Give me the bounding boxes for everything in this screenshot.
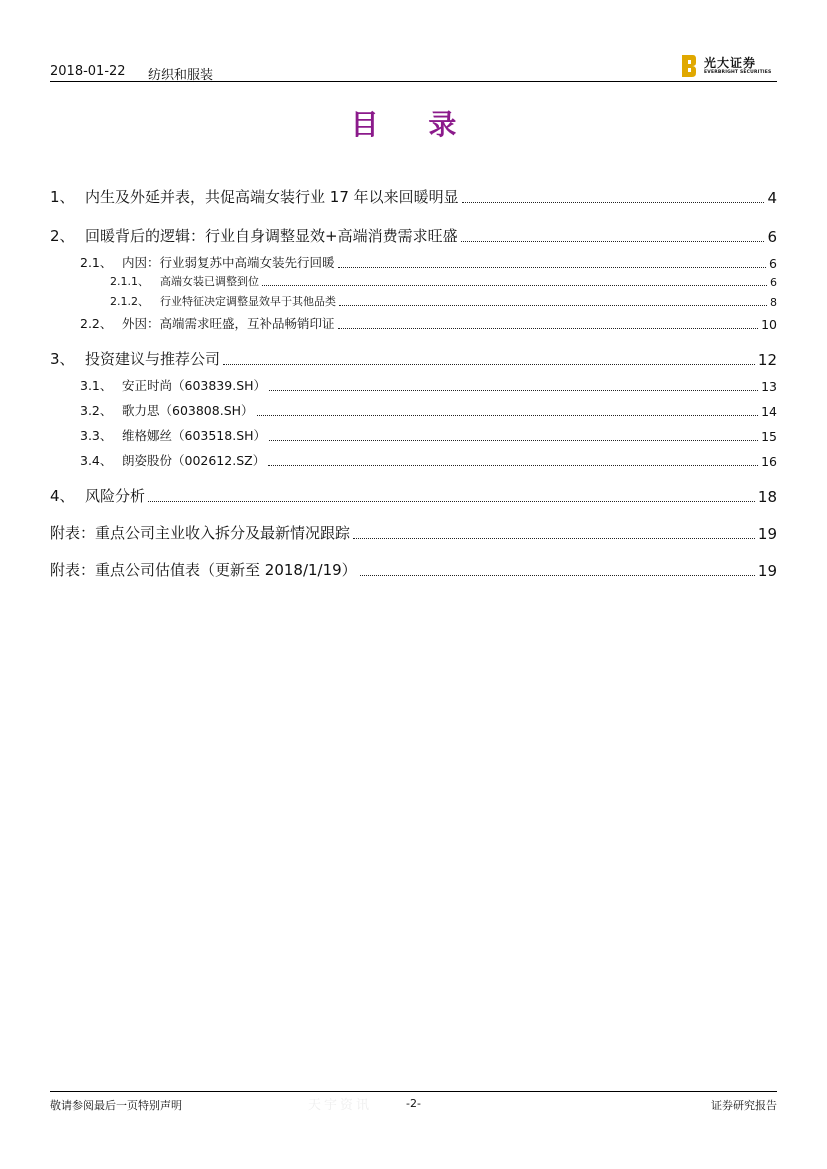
company-logo [682, 54, 777, 80]
toc-entry-page: 6 [769, 256, 777, 271]
logo-english-name: EVERBRIGHT SECURITIES [704, 70, 772, 75]
toc-entry-number: 2.1.2、 [110, 295, 149, 308]
toc-entry-number: 3.2、 [80, 403, 113, 418]
toc-leader-dots [339, 305, 767, 306]
toc-entry-title: 投资建议与推荐公司 [85, 350, 221, 368]
toc-entry-title: 附表：重点公司估值表（更新至 2018/1/19） [50, 561, 357, 579]
toc-entry-title: 回暖背后的逻辑：行业自身调整显效+高端消费需求旺盛 [85, 227, 458, 245]
toc-entry-title: 朗姿股份（002612.SZ） [122, 453, 266, 468]
toc-entry-page: 13 [761, 379, 777, 394]
everbright-logo-icon [682, 55, 696, 77]
toc-leader-dots [269, 440, 758, 441]
toc-leader-dots [338, 328, 759, 329]
toc-entry-title: 歌力思（603808.SH） [122, 403, 254, 418]
toc-entry-page: 4 [767, 189, 777, 207]
toc-entry-number: 2.1、 [80, 255, 113, 270]
toc-title: 目 录 [350, 108, 477, 141]
report-date: 2018-01-22 [50, 64, 126, 79]
toc-entry-title: 行业特征决定调整显效早于其他品类 [160, 295, 336, 308]
toc-entry-title: 外因：高端需求旺盛，互补品畅销印证 [122, 316, 335, 331]
toc-leader-dots [461, 241, 765, 242]
toc-entry-title: 附表：重点公司主业收入拆分及最新情况跟踪 [50, 524, 351, 542]
toc-entry-page: 8 [770, 296, 777, 309]
toc-entry-title: 内因：行业弱复苏中高端女装先行回暖 [122, 255, 335, 270]
page-header [50, 52, 777, 82]
toc-leader-dots [223, 364, 755, 365]
toc-entry-title: 内生及外延并表，共促高端女装行业 17 年以来回暖明显 [85, 188, 459, 206]
header-divider [50, 81, 777, 82]
footer-divider [50, 1091, 777, 1092]
toc-entry[interactable] [80, 451, 777, 469]
page-footer [50, 1097, 777, 1113]
toc-entry[interactable] [50, 522, 777, 543]
toc-leader-dots [262, 285, 767, 286]
toc-entry-title: 安正时尚（603839.SH） [122, 378, 267, 393]
toc-entry-title: 风险分析 [85, 487, 146, 505]
toc-entry-number: 3.1、 [80, 378, 113, 393]
disclaimer-note: 敬请参阅最后一页特别声明 [50, 1099, 182, 1112]
toc-leader-dots [257, 415, 759, 416]
toc-entry[interactable] [80, 376, 777, 394]
toc-entry-number: 4、 [50, 487, 75, 505]
toc-entry[interactable] [80, 314, 777, 332]
toc-leader-dots [148, 501, 755, 502]
toc-entry-page: 18 [757, 488, 777, 506]
toc-entry-page: 15 [761, 429, 777, 444]
toc-entry[interactable] [80, 253, 777, 271]
page-number: -2- [406, 1097, 421, 1110]
toc-leader-dots [360, 575, 755, 576]
toc-leader-dots [353, 538, 755, 539]
toc-entry-number: 1、 [50, 188, 75, 206]
toc-leader-dots [269, 390, 758, 391]
toc-entry-number: 3.4、 [80, 453, 113, 468]
toc-entry-number: 3、 [50, 350, 75, 368]
toc-entry[interactable] [110, 273, 777, 289]
toc-entry[interactable] [50, 348, 777, 369]
toc-entry-page: 12 [757, 351, 777, 369]
toc-leader-dots [268, 465, 758, 466]
toc-entry-number: 2、 [50, 227, 75, 245]
toc-leader-dots [338, 267, 767, 268]
toc-entry[interactable] [80, 426, 777, 444]
toc-entry[interactable] [80, 401, 777, 419]
toc-entry-title: 高端女装已调整到位 [160, 275, 259, 288]
toc-entry-number: 3.3、 [80, 428, 113, 443]
toc-entry-page: 19 [757, 562, 777, 580]
toc-entry-page: 10 [761, 317, 777, 332]
logo-chinese-name: 光大证券 [704, 56, 757, 70]
watermark: 天宇资讯 [308, 1098, 373, 1113]
toc-entry[interactable] [50, 559, 777, 580]
toc-entry-number: 2.1.1、 [110, 275, 149, 288]
toc-entry-page: 6 [770, 276, 777, 289]
toc-entry[interactable] [50, 186, 777, 207]
toc-leader-dots [462, 202, 765, 203]
report-type: 证券研究报告 [711, 1099, 777, 1112]
toc-entry[interactable] [50, 485, 777, 506]
toc-entry-title: 维格娜丝（603518.SH） [122, 428, 267, 443]
toc-entry-page: 14 [761, 404, 777, 419]
toc-entry[interactable] [50, 225, 777, 246]
toc-entry-number: 2.2、 [80, 316, 113, 331]
industry-label: 纺织和服装 [148, 68, 214, 83]
toc-entry[interactable] [110, 293, 777, 309]
toc-entry-page: 19 [757, 525, 777, 543]
toc-entry-page: 6 [767, 228, 777, 246]
toc-entry-page: 16 [761, 454, 777, 469]
